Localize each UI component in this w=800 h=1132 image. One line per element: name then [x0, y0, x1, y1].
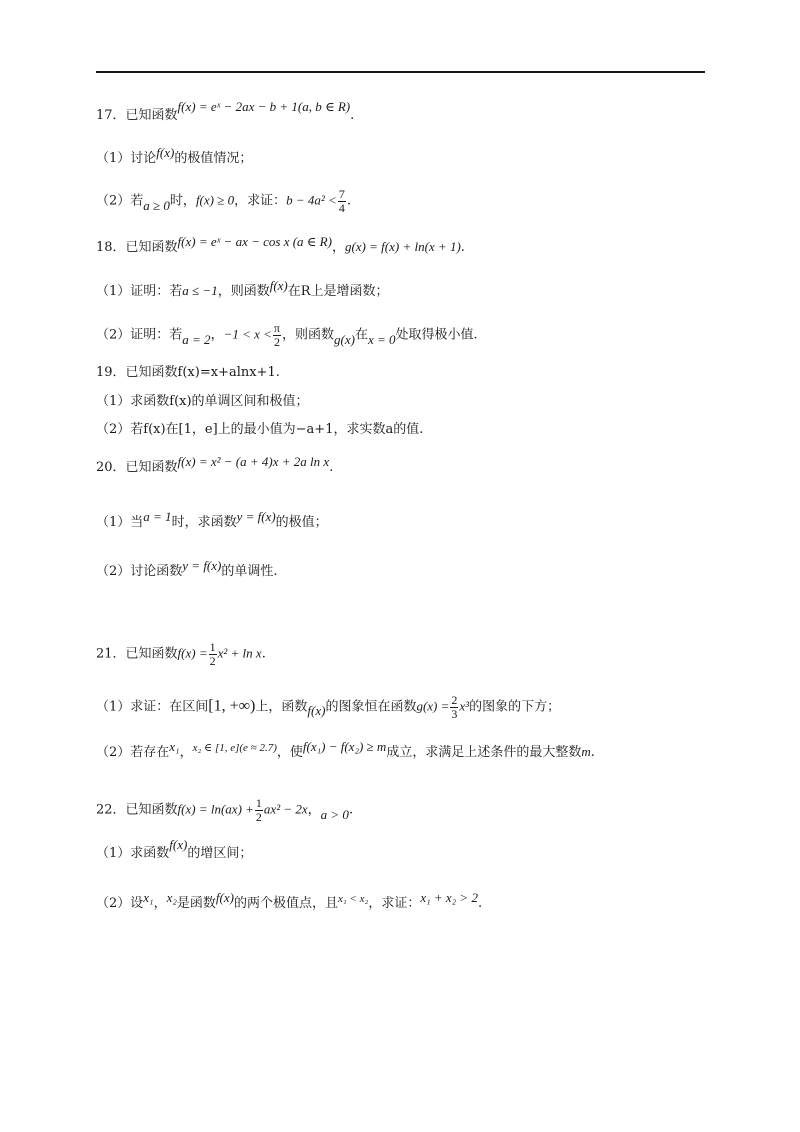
q17-part1: （1）讨论f(x)的极值情况；	[96, 145, 253, 166]
q17-fraction: $\frac{7}{4}$	[338, 187, 345, 215]
q20-function: f(x) = x² − (a + 4)x + 2a ln x	[177, 454, 330, 469]
q18-stem: 18．已知函数f(x) = eˣ − ax − cos x (a ∈ R)，g(x) = f(x) + ln(x + 1).	[96, 234, 465, 255]
q21-fraction: $\frac{1}{2}$	[209, 640, 216, 668]
q21-part2: （2）若存在x₁，$^{x_2 \in [1, e](e \approx 2.7)}$，使f(x₁) − f(x₂) ≥ m成立，求满足上述条件的最大整数m.	[96, 739, 595, 760]
header-rule	[96, 71, 705, 73]
q21-g-fraction: $\frac{2}{3}$	[451, 693, 458, 721]
q21-stem: 21．已知函数f(x) = $\frac{1}{2}$ x² + ln x.	[96, 640, 266, 668]
q18-function-g: g(x) = f(x) + ln(x + 1)	[344, 239, 461, 254]
q18-fraction: $\frac{\pi}{2}$	[273, 321, 280, 349]
q18-function-f: f(x) = eˣ − ax − cos x (a ∈ R)	[177, 234, 332, 249]
q19-part1: （1）求函数f(x)的单调区间和极值；	[96, 394, 309, 409]
q22-part2: （2）设x₁，x₂是函数f(x)的两个极值点，且$^{x_1 < x_2}$，求证：x₁ + x₂ > 2.	[96, 890, 483, 911]
q22-fraction: $\frac{1}{2}$	[255, 796, 262, 824]
q20-part1: （1）当a = 1时，求函数y = f(x)的极值；	[96, 509, 328, 530]
q17-function: f(x) = eˣ − 2ax − b + 1(a, b ∈ R)	[177, 99, 351, 114]
q22-stem: 22．已知函数f(x) = ln(ax) + $\frac{1}{2}$ ax² − 2x，a > 0.	[96, 796, 354, 824]
q19-stem: 19．已知函数f(x)=x+alnx+1.	[96, 365, 280, 380]
q22-part1: （1）求函数f(x)的增区间；	[96, 837, 253, 861]
q21-part1: （1）求证：在区间[1, +∞)上，函数f(x)的图象恒在函数g(x) = $\frac{2}{3}$ x³的图象的下方；	[96, 693, 561, 721]
q20-part2: （2）讨论函数y = f(x)的单调性.	[96, 558, 278, 579]
q17-stem: 17．已知函数f(x) = eˣ − 2ax − b + 1(a, b ∈ R).	[96, 99, 355, 123]
q18-part2: （2）证明：若a = 2，−1 < x < $\frac{\pi}{2}$ ，则函数g(x)在x = 0处取得极小值.	[96, 321, 478, 349]
q19-part2: （2）若f(x)在[1，e]上的最小值为−a+1，求实数a的值.	[96, 422, 424, 437]
q20-stem: 20．已知函数f(x) = x² − (a + 4)x + 2a ln x.	[96, 454, 334, 475]
q17-part2: （2）若a ≥ 0时，f(x) ≥ 0，求证：b − 4a² < $\frac{7}{4}$ .	[96, 187, 351, 215]
q18-part1: （1）证明：若a ≤ −1，则函数f(x)在R上是增函数；	[96, 278, 389, 299]
